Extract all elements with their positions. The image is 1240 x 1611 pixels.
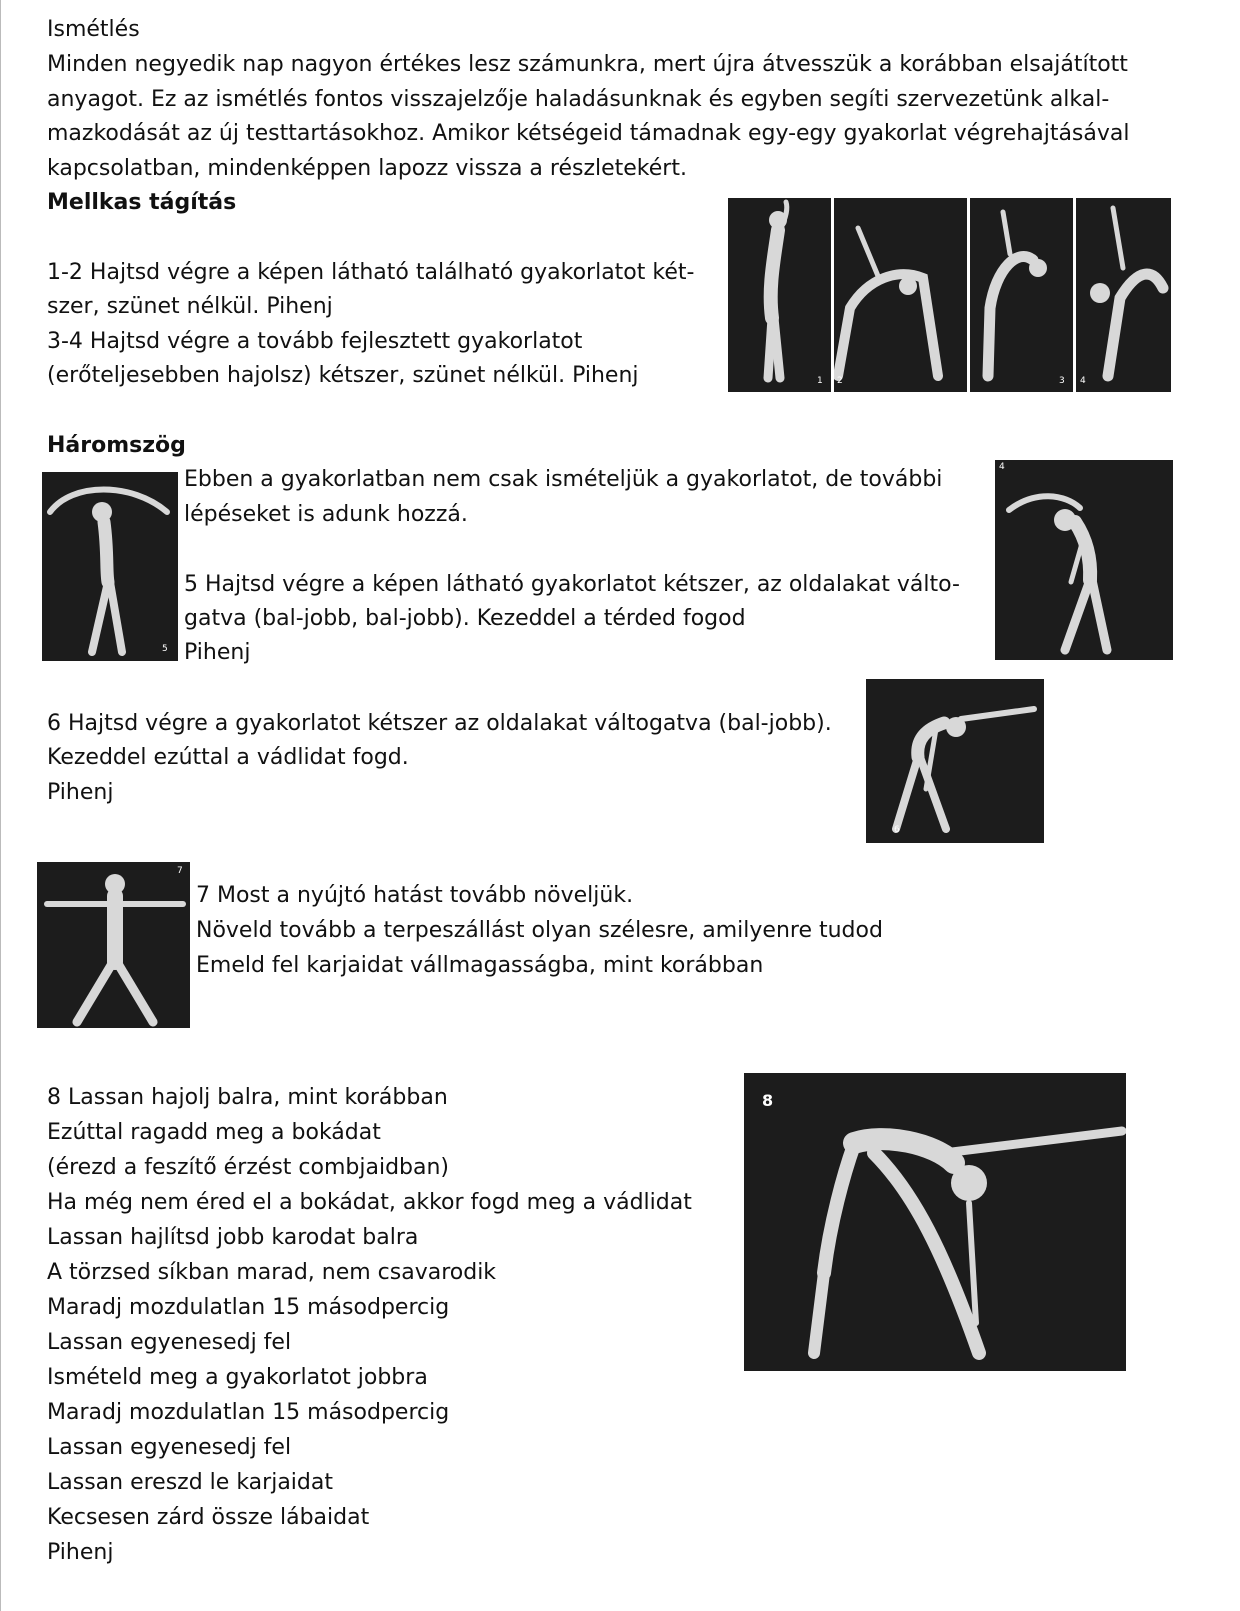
triangle-photo-5 [42, 472, 178, 661]
instruction-line: 1-2 Hajtsd végre a képen látható található gyakorlatot két- [47, 260, 695, 285]
page-left-border [0, 0, 1, 1611]
instruction-line: Növeld tovább a terpeszállást olyan szélesre, amilyenre tudod [196, 918, 883, 943]
backbend-photo-strip [728, 198, 1171, 392]
instruction-line: (erőteljesebben hajolsz) kétszer, szünet nélkül. Pihenj [47, 363, 639, 388]
triangle-photo-8 [744, 1073, 1126, 1371]
instruction-line: szer, szünet nélkül. Pihenj [47, 294, 333, 319]
photo-number: 5 [162, 644, 168, 654]
instruction-line: Lassan hajlítsd jobb karodat balra [47, 1225, 419, 1250]
panel-divider [1073, 198, 1076, 392]
instruction-line: Emeld fel karjaidat vállmagasságba, mint korábban [196, 953, 764, 978]
instruction-line: (érezd a feszítő érzést combjaidban) [47, 1155, 450, 1180]
wide-stance-figure [37, 862, 190, 1028]
triangle-calf-figure [866, 679, 1044, 843]
panel-divider [967, 198, 970, 392]
section-title-haromszog: Háromszög [47, 433, 186, 458]
intro-line: mazkodását az új testtartásokhoz. Amikor kétségeid támadnak egy-egy gyakorlat végrehajtásával [47, 121, 1130, 146]
instruction-line: Kecsesen zárd össze lábaidat [47, 1505, 370, 1530]
panel-divider [831, 198, 834, 392]
photo-number: 4 [999, 462, 1005, 472]
triangle-ankle-figure [744, 1073, 1126, 1371]
instruction-line: Kezeddel ezúttal a vádlidat fogd. [47, 745, 409, 770]
photo-number: 3 [1059, 376, 1065, 386]
photo-number: 7 [177, 866, 183, 876]
triangle-side-bend-figure [995, 460, 1173, 660]
triangle-knee-figure [42, 472, 178, 661]
instruction-line: Ebben a gyakorlatban nem csak ismételjük a gyakorlatot, de további [184, 467, 943, 492]
intro-line: Minden negyedik nap nagyon értékes lesz számunkra, mert újra átvesszük a korábban elsajátított [47, 52, 1128, 77]
instruction-line: Ezúttal ragadd meg a bokádat [47, 1120, 381, 1145]
instruction-line: Ha még nem éred el a bokádat, akkor fogd meg a vádlidat [47, 1190, 692, 1215]
instruction-line: Lassan egyenesedj fel [47, 1330, 292, 1355]
photo-number: 6 [894, 825, 900, 835]
intro-line: anyagot. Ez az ismétlés fontos visszajelzője haladásunknak és egyben segíti szervezetünk alkal- [47, 87, 1110, 112]
photo-number: 8 [762, 1091, 774, 1110]
instruction-line: Maradj mozdulatlan 15 másodpercig [47, 1400, 450, 1425]
triangle-photo-4 [995, 460, 1173, 660]
instruction-line: Pihenj [47, 1540, 114, 1565]
photo-number: 4 [1080, 376, 1086, 386]
instruction-line: 3-4 Hajtsd végre a tovább fejlesztett gyakorlatot [47, 329, 583, 354]
instruction-line: Lassan ereszd le karjaidat [47, 1470, 333, 1495]
triangle-photo-6 [866, 679, 1044, 843]
instruction-line: Lassan egyenesedj fel [47, 1435, 292, 1460]
instruction-line: Maradj mozdulatlan 15 másodpercig [47, 1295, 450, 1320]
instruction-line: gatva (bal-jobb, bal-jobb). Kezeddel a térded fogod [184, 606, 746, 631]
instruction-line: Ismételd meg a gyakorlatot jobbra [47, 1365, 428, 1390]
instruction-line: 8 Lassan hajolj balra, mint korábban [47, 1085, 448, 1110]
photo-number: 1 [817, 376, 823, 386]
instruction-line: lépéseket is adunk hozzá. [184, 502, 468, 527]
photo-number: 2 [837, 376, 843, 386]
instruction-line: 6 Hajtsd végre a gyakorlatot kétszer az oldalakat váltogatva (bal-jobb). [47, 711, 832, 736]
section-title-mellkas: Mellkas tágítás [47, 190, 237, 215]
instruction-line: 7 Most a nyújtó hatást tovább növeljük. [196, 883, 634, 908]
instruction-line: 5 Hajtsd végre a képen látható gyakorlatot kétszer, az oldalakat válto- [184, 572, 960, 597]
instruction-line: Pihenj [184, 640, 251, 665]
instruction-line: Pihenj [47, 780, 114, 805]
triangle-photo-7 [37, 862, 190, 1028]
intro-line: kapcsolatban, mindenképpen lapozz vissza a részletekért. [47, 156, 687, 181]
backbend-figures-illustration [728, 198, 1171, 392]
instruction-line: A törzsed síkban marad, nem csavarodik [47, 1260, 497, 1285]
intro-heading: Ismétlés [47, 17, 140, 42]
